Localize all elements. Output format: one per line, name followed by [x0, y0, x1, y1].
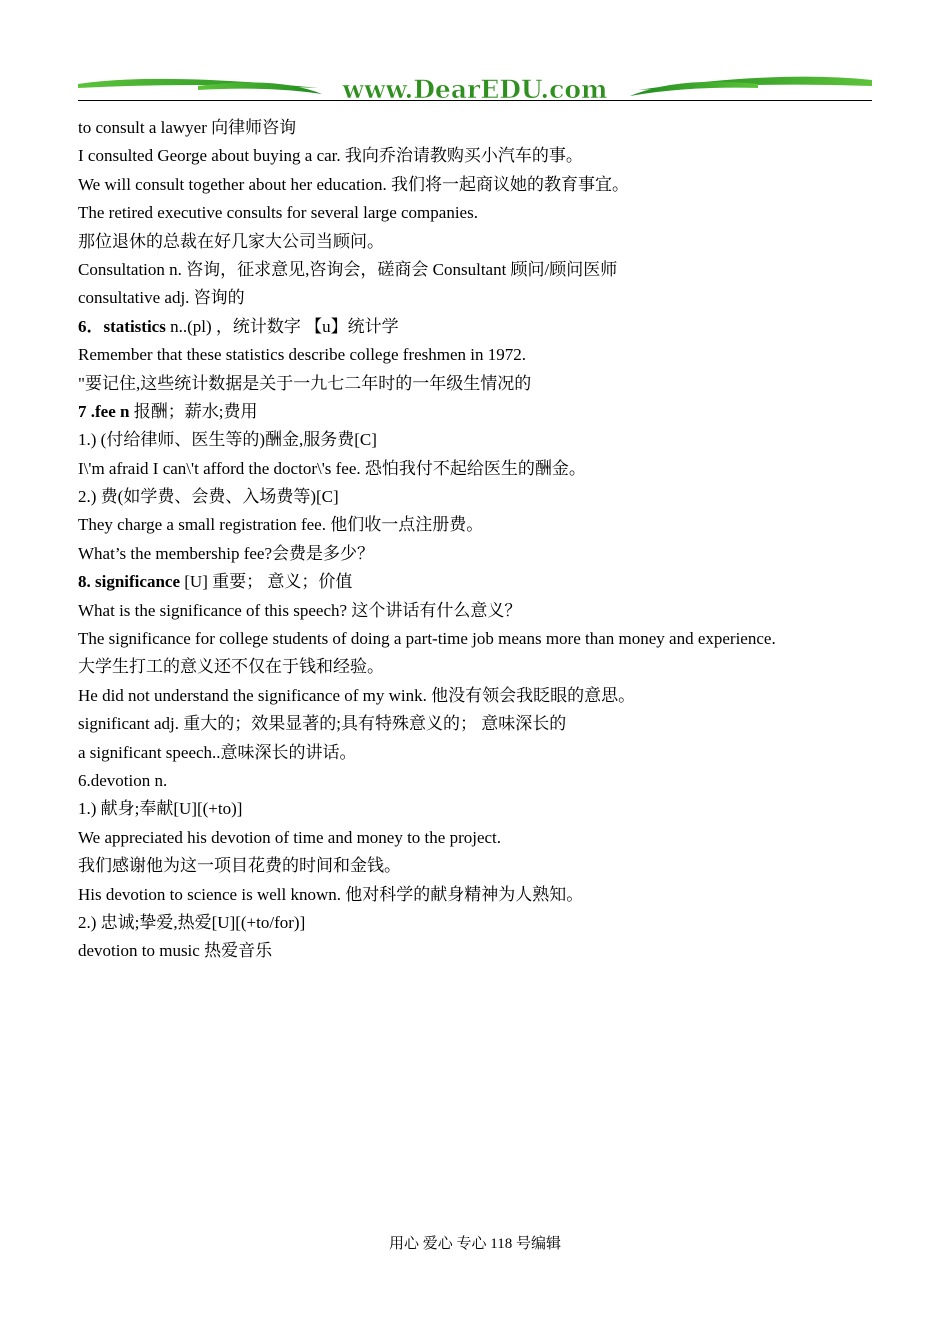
text-line: 2.) 费(如学费、会费、入场费等)[C] — [78, 487, 339, 507]
text-line — [78, 398, 878, 426]
site-header-banner — [78, 70, 872, 104]
entry-heading: 7 .fee n — [78, 401, 130, 421]
entry-definition: 报酬；薪水;费用 — [129, 401, 258, 421]
text-line: consultative adj. 咨询的 — [78, 288, 245, 308]
entry-heading: 8. significance — [78, 572, 180, 592]
text-line: 大学生打工的意义还不仅在于钱和经验。 — [78, 657, 384, 677]
text-line: They charge a small registration fee. 他们收一点注册费。 — [78, 515, 484, 535]
text-line: a significant speech..意味深长的讲话。 — [78, 742, 357, 762]
text-line: 那位退休的总裁在好几家大公司当顾问。 — [78, 231, 384, 251]
text-line — [78, 313, 878, 341]
entry-heading: 6．statistics — [78, 316, 166, 336]
left-swoosh-tail — [198, 82, 322, 94]
entry-definition: n..(pl) ，统计数字 【u】统计学 — [165, 316, 399, 336]
text-line: I consulted George about buying a car. 我向乔治请教购买小汽车的事。 — [78, 146, 583, 166]
text-line: 2.) 忠诚;挚爱,热爱[U][(+to/for)] — [78, 912, 306, 932]
header-divider — [78, 100, 872, 101]
text-line: significant adj. 重大的；效果显著的;具有特殊意义的； 意味深长的 — [78, 714, 567, 734]
entry-definition: [U] 重要； 意义；价值 — [180, 572, 353, 592]
text-line: 1.) 献身;奉献[U][(+to)] — [78, 799, 243, 819]
text-line: His devotion to science is well known. 他对科学的献身精神为人熟知。 — [78, 884, 584, 904]
text-line: We appreciated his devotion of time and money to the project. — [78, 827, 502, 847]
text-line: Remember that these statistics describe college freshmen in 1972. — [78, 345, 527, 365]
text-line: I\'m afraid I can\'t afford the doctor\'s fee. 恐怕我付不起给医生的酬金。 — [78, 458, 586, 478]
text-line: "要记住,这些统计数据是关于一九七二年时的一年级生情况的 — [78, 373, 532, 393]
site-name: www.DearEDU.com — [342, 75, 608, 104]
text-line: The significance for college students of doing a part-time job means more than money and experience. — [78, 629, 776, 649]
text-line: The retired executive consults for several large companies. — [78, 203, 478, 223]
text-line: Consultation n. 咨询，征求意见,咨询会，磋商会 Consultant 顾问/顾问医师 — [78, 259, 618, 279]
text-line: devotion to music 热爱音乐 — [78, 941, 273, 961]
page-footer: 用心 爱心 专心 118 号编辑 — [389, 1236, 561, 1252]
text-line: What’s the membership fee?会费是多少？ — [78, 543, 375, 563]
text-line: What is the significance of this speech? 这个讲话有什么意义？ — [78, 600, 522, 620]
text-line: 1.) (付给律师、医生等的)酬金,服务费[C] — [78, 430, 377, 450]
text-line: to consult a lawyer 向律师咨询 — [78, 118, 297, 137]
document-body — [78, 114, 878, 966]
text-line: 我们感谢他为这一项目花费的时间和金钱。 — [78, 856, 401, 876]
text-line: We will consult together about her education. 我们将一起商议她的教育事宜。 — [78, 174, 630, 194]
text-line: He did not understand the significance of my wink. 他没有领会我眨眼的意思。 — [78, 685, 636, 705]
text-line — [78, 568, 878, 596]
text-line: 6.devotion n. — [78, 770, 168, 790]
header-logo — [78, 70, 872, 104]
